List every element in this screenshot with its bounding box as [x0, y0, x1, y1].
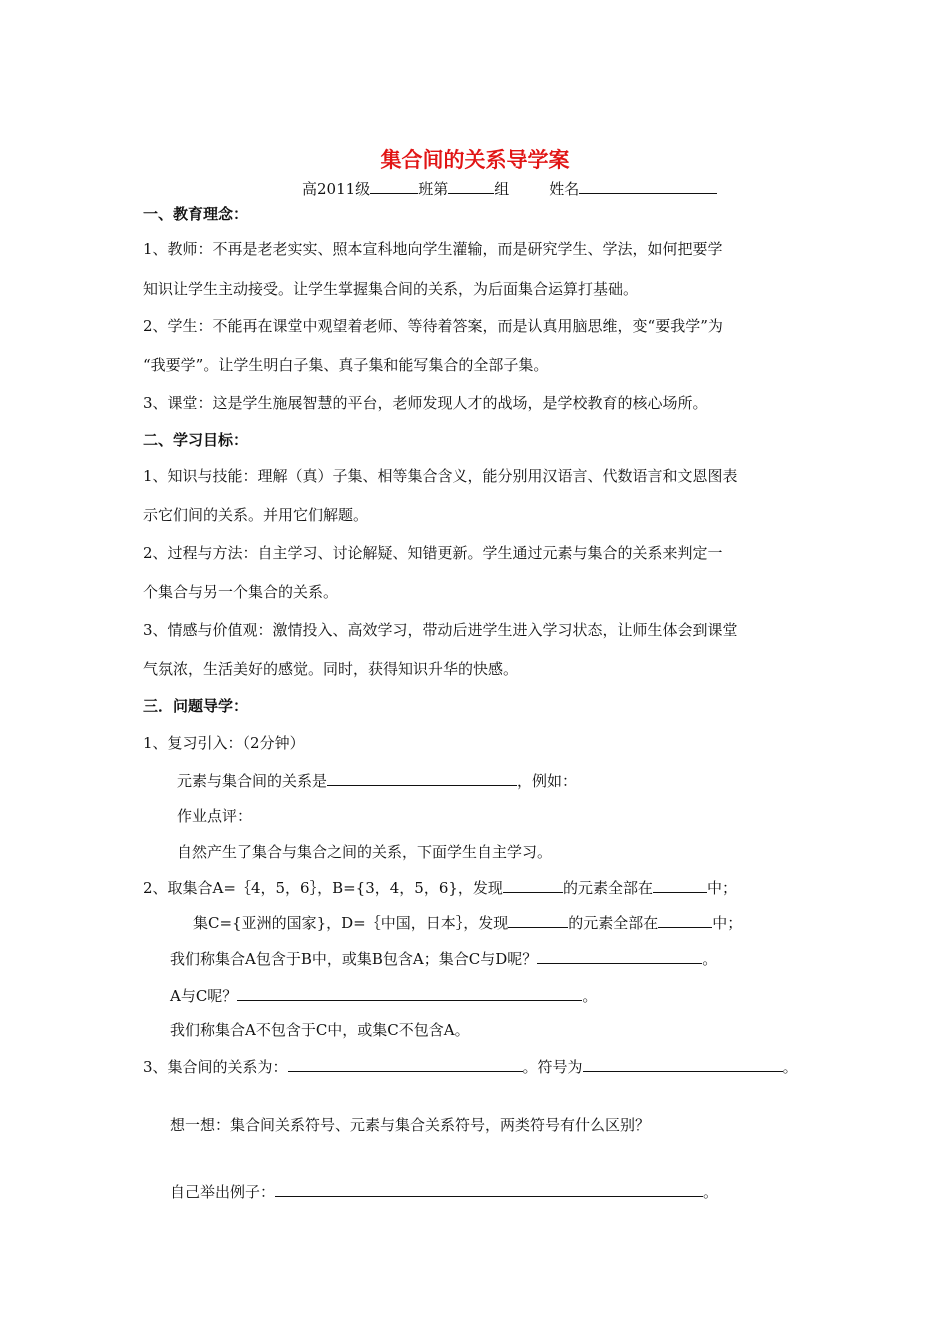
paragraph-line: 知识让学生主动接受。让学生掌握集合间的关系，为后面集合运算打基础。: [143, 280, 639, 298]
group-label: 组: [494, 180, 510, 198]
answer-blank[interactable]: [537, 948, 702, 964]
question-2: [143, 877, 737, 898]
section-heading-3: 三．问题导学：: [143, 697, 249, 715]
answer-blank[interactable]: [327, 770, 517, 786]
question-text: 集C={亚洲的国家}，D=｛中国，日本｝，发现: [193, 914, 509, 932]
example-blank[interactable]: [275, 1181, 703, 1197]
paragraph-line: 2、过程与方法：自主学习、讨论解疑、知错更新。学生通过元素与集合的关系来判定一: [143, 544, 723, 562]
answer-blank[interactable]: [237, 985, 582, 1001]
question-text: 。: [703, 1183, 719, 1201]
question-text: 自己举出例子：: [170, 1183, 276, 1201]
answer-blank[interactable]: [288, 1056, 523, 1072]
question-text: 的元素全部在: [562, 879, 653, 897]
symbol-blank[interactable]: [583, 1056, 783, 1072]
paragraph-line: 3、情感与价值观：激情投入、高效学习，带动后进学生进入学习状态，让师生体会到课堂: [143, 621, 738, 639]
group-blank[interactable]: [448, 178, 494, 194]
grade-label: 高2011级: [302, 180, 371, 198]
class-blank[interactable]: [370, 178, 418, 194]
question-1-c: 自然产生了集合与集合之间的关系，下面学生自主学习。: [177, 843, 553, 861]
question-1: 1、复习引入：（2分钟）: [143, 734, 305, 752]
paragraph-line: 1、知识与技能：理解（真）子集、相等集合含义，能分别用汉语言、代数语言和文恩图表: [143, 467, 738, 485]
question-text: A与C呢？: [170, 987, 238, 1005]
question-text: 中；: [712, 914, 743, 932]
section-heading-1: 一、教育理念：: [143, 205, 249, 223]
question-1-a: [177, 770, 577, 791]
paragraph-line: 2、学生：不能再在课堂中观望着老师、等待着答案，而是认真用脑思维，变“要我学”为: [143, 317, 723, 335]
question-text: 。符号为: [522, 1058, 583, 1076]
question-text: 我们称集合A包含于B中，或集B包含A；集合C与D呢？: [170, 950, 538, 968]
question-2-b: [193, 912, 742, 933]
question-2-d: [170, 985, 597, 1006]
class-label: 班第: [418, 180, 449, 198]
question-text: 3、集合间的关系为：: [143, 1058, 288, 1076]
answer-blank[interactable]: [653, 877, 707, 893]
paragraph-line: 示它们间的关系。并用它们解题。: [143, 506, 369, 524]
question-text: 。: [702, 950, 718, 968]
question-1-b: 作业点评：: [177, 807, 253, 825]
paragraph-line: 3、课堂：这是学生施展智慧的平台，老师发现人才的战场，是学校教育的核心场所。: [143, 394, 708, 412]
think-prompt: 想一想：集合间关系符号、元素与集合关系符号，两类符号有什么区别？: [170, 1116, 651, 1134]
question-2-c: [170, 948, 717, 969]
example-prompt: [170, 1181, 718, 1202]
question-2-e: 我们称集合A不包含于C中，或集C不包含A。: [170, 1021, 470, 1039]
paragraph-line: 个集合与另一个集合的关系。: [143, 583, 339, 601]
question-3: [143, 1056, 798, 1077]
answer-blank[interactable]: [658, 912, 712, 928]
question-text: 中；: [706, 879, 737, 897]
question-text: 的元素全部在: [568, 914, 659, 932]
paragraph-line: “我要学”。让学生明白子集、真子集和能写集合的全部子集。: [143, 356, 549, 374]
answer-blank[interactable]: [503, 877, 563, 893]
name-label: 姓名: [549, 180, 580, 198]
paragraph-line: 气氛浓，生活美好的感觉。同时，获得知识升华的快感。: [143, 660, 519, 678]
question-text: 。: [582, 987, 598, 1005]
name-blank[interactable]: [579, 178, 717, 194]
document-title: 集合间的关系导学案: [380, 148, 570, 172]
question-text: 。: [782, 1058, 798, 1076]
question-text: 元素与集合间的关系是: [177, 772, 328, 790]
question-text: ，例如：: [517, 772, 578, 790]
question-text: 2、取集合A=｛4，5，6｝，B={3，4，5，6}，发现: [143, 879, 503, 897]
section-heading-2: 二、学习目标：: [143, 431, 249, 449]
answer-blank[interactable]: [508, 912, 568, 928]
paragraph-line: 1、教师：不再是老老实实、照本宣科地向学生灌输，而是研究学生、学法，如何把要学: [143, 240, 723, 258]
student-info-line: [302, 178, 717, 199]
